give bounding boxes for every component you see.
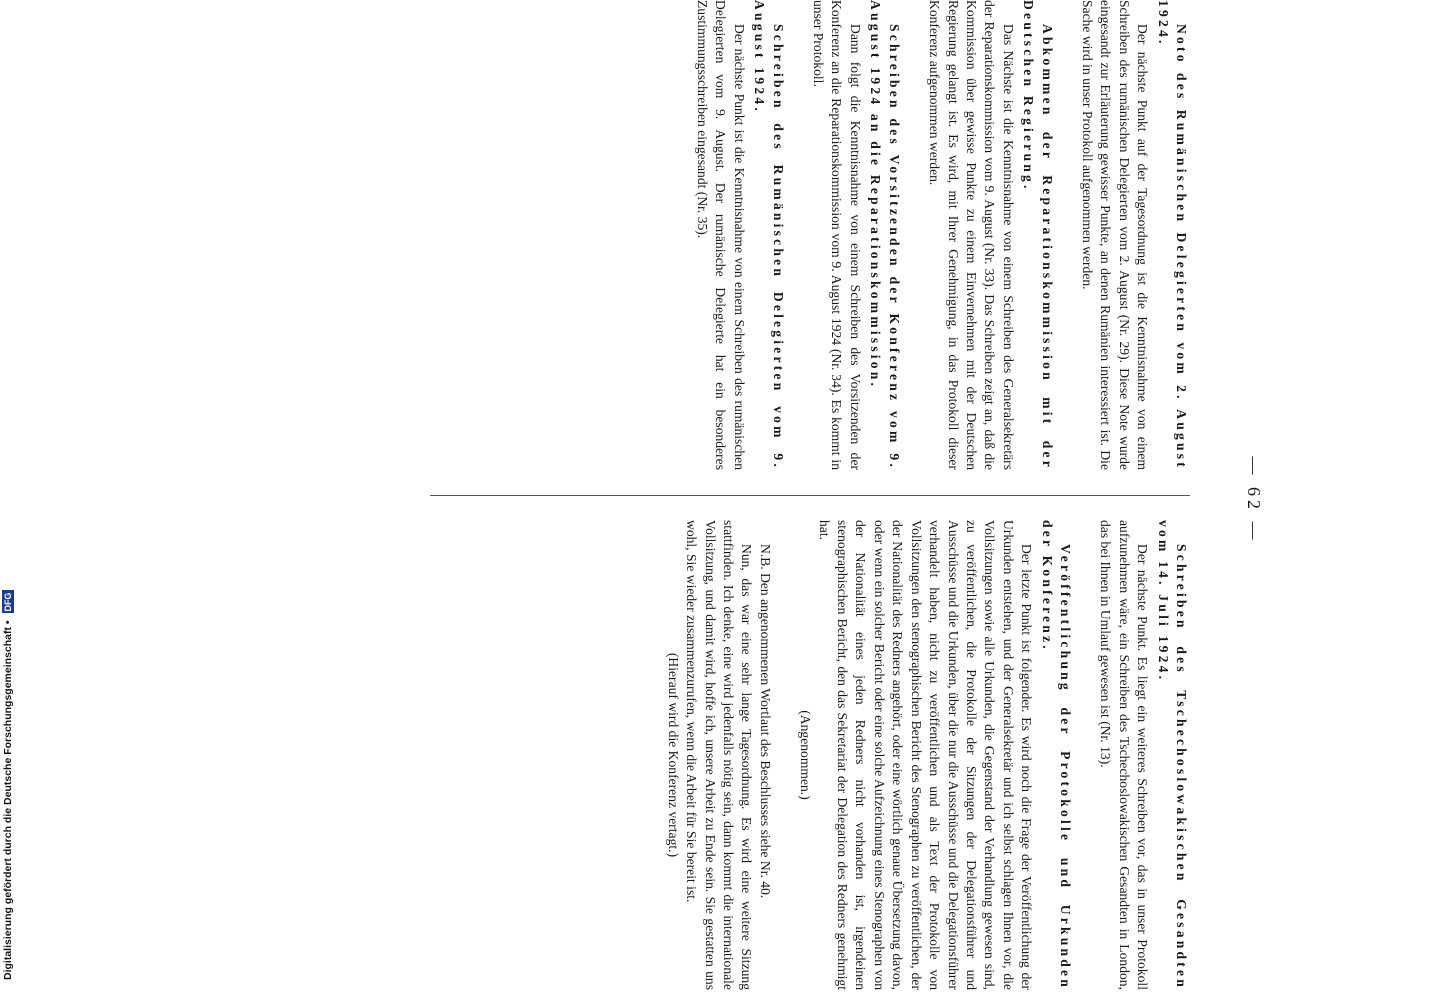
section-title: Schreiben des Tschechoslowakischen Gesandten vom 14. Juli 1924. xyxy=(1155,520,1189,990)
section-title: Abkommen der Reparationskommission mit der Deutschen Regierung. xyxy=(1021,0,1055,470)
column-divider xyxy=(430,495,1190,496)
left-column xyxy=(671,0,1190,470)
page-number: — 62 — xyxy=(1244,456,1264,544)
adjournment-note: (Hierauf wird die Konferenz vertagt.) xyxy=(665,652,681,858)
paragraph: N.B. Den angenommenen Wortlaut des Beschlusses siehe Nr. 40. xyxy=(757,544,773,899)
dfg-logo: DFG xyxy=(3,592,13,612)
section-title: Veröffentlichung der Protokolle und Urkunden der Konferenz. xyxy=(1039,520,1073,990)
section-title: Noto des Rumänischen Delegierten vom 2. August 1924. xyxy=(1155,0,1189,470)
section-title: Schreiben des Rumänischen Delegierten vom 9. August 1924. xyxy=(752,0,786,470)
section xyxy=(809,0,903,470)
section xyxy=(663,520,773,990)
resolution-note: (Angenommen.) xyxy=(798,710,814,800)
section xyxy=(1096,520,1190,990)
section xyxy=(1078,0,1190,470)
section xyxy=(796,520,1074,990)
section xyxy=(925,0,1056,470)
paragraph: Der nächste Punkt ist die Kenntnisnahme von einem Schreiben des rumänischen Delegierten vom 9. August. Der rumänische Delegierte hat ein besonderes Zustimmungsschreiben eingesandt (Nr. 35). xyxy=(695,0,747,470)
digitization-note: Digitalisierung gefördert durch die Deutsche Forschungsgemeinschaft • xyxy=(2,620,14,980)
paragraph: Dann folgt die Kenntnisnahme von einem Schreiben des Vorsitzenden der Konferenz an die Reparationskommission vom 9. August 1924 (Nr. 34). Es kommt in unser Protokoll. xyxy=(811,0,863,470)
paragraph: Der letzte Punkt ist folgender. Es wird noch die Frage der Veröffentlichung der Urkunden entstehen, und der Generalsekretär und ich selbst schlagen Ihnen vor, die Vollsitzungen sowie alle Urkunden, die Gegenstand der Verhandlung gewesen sind, zu veröffentlichen, die Protokolle der Sitzungen der Delegationsführer und Ausschüsse und die Urkunden, über die nur die Ausschüsse und die Delegationsführer verhandelt haben, nicht zu veröffentlichen und als Text der Protokolle von Vollsitzungen den stenographischen Bericht des Stenographen zu veröffentlichen, der der Nationalität des Redners angehört, oder eine wörtlich genaue Übersetzung davon, oder wenn ein solcher Bericht oder eine solche Aufzeichnung eines Stenographen von der Nationalität eines jeden Redners nicht vorhanden ist, irgendeinen stenographischen Bericht, den das Sekretariat der Delegation des Redners genehmigt hat. xyxy=(816,520,1035,990)
section-title: Schreiben des Vorsitzenden der Konferenz vom 9. August 1924 an die Reparationskommission. xyxy=(868,0,902,470)
section xyxy=(693,0,787,470)
right-column xyxy=(641,520,1190,990)
document-page xyxy=(100,0,1300,1000)
paragraph: Der nächste Punkt auf der Tagesordnung ist die Kenntnisnahme von einem Schreiben des rumänischen Delegierten vom 2. August (Nr. 29). Diese Note wurde eingesandt zur Erläuterung gewisser Punkte, an denen Rumänien interessiert ist. Die Sache wird in unser Protokoll aufgenommen werden. xyxy=(1079,0,1151,470)
paragraph: Das Nächste ist die Kenntnisnahme von einem Schreiben des Generalsekretärs der Reparationskommission vom 9. August (Nr. 33). Das Schreiben zeigt an, daß die Kommission über gewisse Punkte zu einem Einvernehmen mit der Deutschen Regierung gelangt ist. Es wird, mit Ihrer Genehmigung, in das Protokoll dieser Konferenz aufgenommen werden. xyxy=(927,0,1016,470)
paragraph: Nun, das war eine sehr lange Tagesordnung. Es wird eine weitere Sitzung stattfinden. Ich denke, eine wird jedenfalls nötig sein, dann kommt die internationale Vollsitzung, und damit wird, hoffe ich, unsere Arbeit zu Ende sein. Sie gestatten uns wohl, Sie wieder zusammenzurufen, wenn die Arbeit für Sie bereit ist. xyxy=(684,520,755,990)
paragraph: Der nächste Punkt. Es liegt ein weiteres Schreiben vor, das in unser Protokoll aufzunehmen wäre, ein Schreiben des Tschechoslowakischen Gesandten in London, das bei Ihnen in Umlauf gewesen ist (Nr. 13). xyxy=(1098,520,1151,990)
digitization-credit xyxy=(2,580,18,980)
